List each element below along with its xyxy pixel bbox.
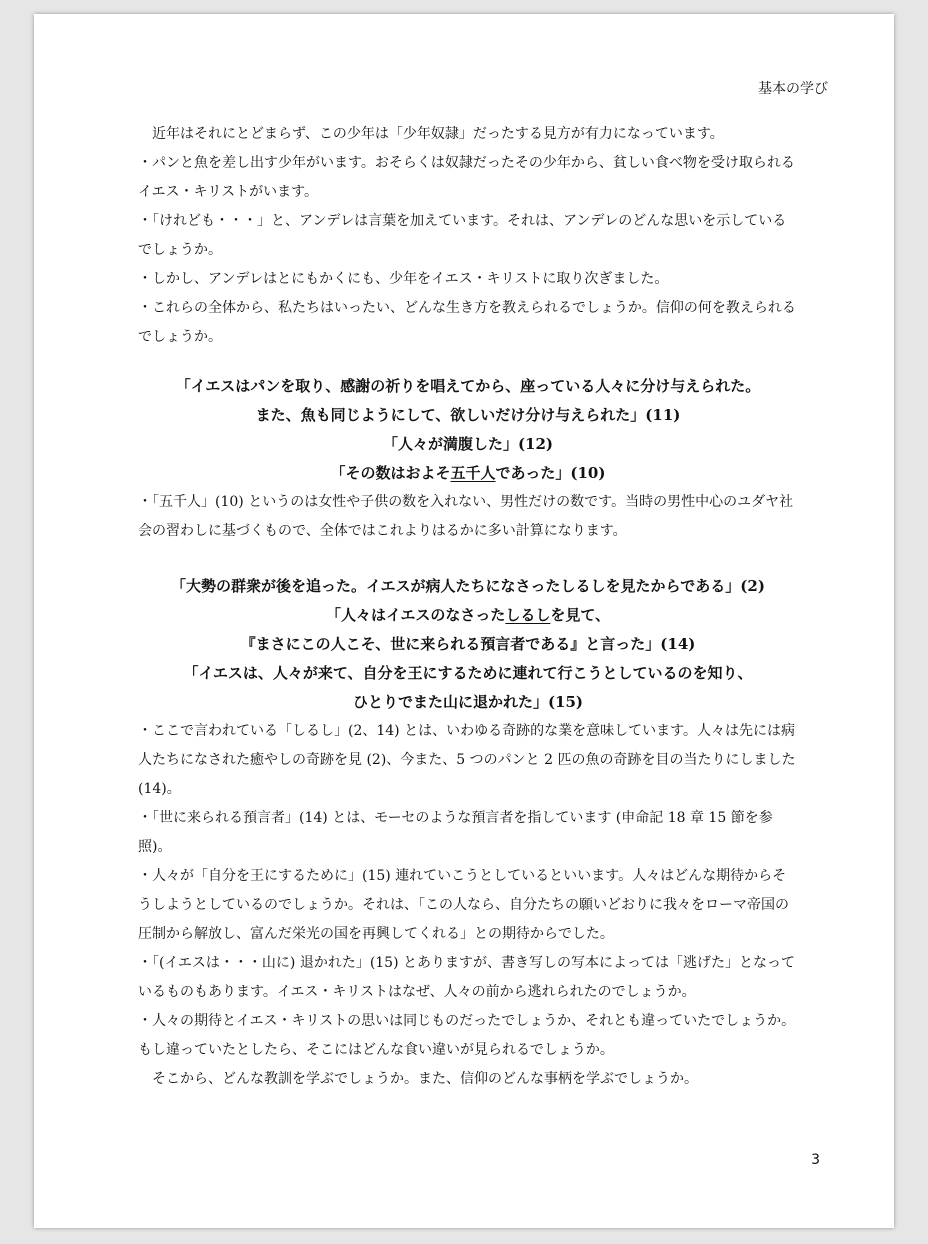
paragraph: 近年はそれにとどまらず、この少年は「少年奴隷」だったする見方が有力になっています。 xyxy=(152,126,724,142)
scripture-quote xyxy=(138,459,798,488)
document-page xyxy=(34,14,894,1228)
quote-text: であった」(10) xyxy=(495,464,606,482)
scripture-quote: 『まさにこの人こそ、世に来られる預言者である』と言った」(14) xyxy=(240,635,696,653)
paragraph: ・人々が「自分を王にするために」(15) 連れていこうとしているといいます。人々はどんな期待からそうしようとしているのでしょうか。それは、「この人なら、自分たちの願いどおりに我々をローマ帝国の圧制から解放し、富んだ栄光の国を再興してくれる」との期待からでした。 xyxy=(138,868,789,942)
quote-text: 「人々はイエスのなさった xyxy=(325,606,506,624)
scripture-quote: 「大勢の群衆が後を追った。イエスが病人たちになさったしるしを見たからである」(2) xyxy=(171,577,765,595)
paragraph: そこから、どんな教訓を学ぶでしょうか。また、信仰のどんな事柄を学ぶでしょうか。 xyxy=(152,1071,698,1087)
scripture-quote: 「イエスは、人々が来て、自分を王にするために連れて行こうとしているのを知り、 xyxy=(183,664,753,682)
paragraph: ・しかし、アンデレはとにもかくにも、少年をイエス・キリストに取り次ぎました。 xyxy=(138,271,669,287)
paragraph: ・パンと魚を差し出す少年がいます。おそらくは奴隷だったその少年から、貧しい食べ物を受け取られるイエス・キリストがいます。 xyxy=(138,155,795,200)
running-header: 基本の学び xyxy=(758,81,828,97)
scripture-quote: 「人々が満腹した」(12) xyxy=(382,435,554,453)
paragraph: ・「けれども・・・」と、アンデレは言葉を加えています。それは、アンデレのどんな思いを示しているでしょうか。 xyxy=(138,213,787,258)
underlined-text: 五千人 xyxy=(450,464,496,482)
scripture-quote: 「イエスはパンを取り、感謝の祈りを唱えてから、座っている人々に分け与えられた。 xyxy=(175,377,761,395)
paragraph: ・人々の期待とイエス・キリストの思いは同じものだったでしょうか、それとも違っていたでしょうか。もし違っていたとしたら、そこにはどんな食い違いが見られるでしょうか。 xyxy=(138,1013,796,1058)
scripture-quote: ひとりでまた山に退かれた」(15) xyxy=(352,693,584,711)
paragraph: ・「世に来られる預言者」(14) とは、モーセのような預言者を指しています (申命記 18 章 15 節を参照)。 xyxy=(138,810,773,855)
scripture-quote xyxy=(138,601,798,630)
paragraph: ・ここで言われている「しるし」(2、14) とは、いわゆる奇跡的な業を意味しています。人々は先には病人たちになされた癒やしの奇跡を見 (2)、今また、5 つのパンと 2 匹の魚の奇跡を目の当たりにしました (14)。 xyxy=(138,723,796,797)
underlined-text: しるし xyxy=(505,606,551,624)
page-body xyxy=(138,120,798,1094)
paragraph: ・「五千人」(10) というのは女性や子供の数を入れない、男性だけの数です。当時の男性中心のユダヤ社会の習わしに基づくもので、全体ではこれよりはるかに多い計算になります。 xyxy=(138,494,794,539)
paragraph: ・「(イエスは・・・山に) 退かれた」(15) とありますが、書き写しの写本によっては「逃げた」となっているものもあります。イエス・キリストはなぜ、人々の前から逃れられたのでしょうか。 xyxy=(138,955,795,1000)
paragraph: ・これらの全体から、私たちはいったい、どんな生き方を教えられるでしょうか。信仰の何を教えられるでしょうか。 xyxy=(138,300,796,345)
quote-text: 「その数はおよそ xyxy=(330,464,451,482)
page-number: 3 xyxy=(811,1152,820,1168)
quote-text: を見て、 xyxy=(550,606,611,624)
scripture-quote: また、魚も同じようにして、欲しいだけ分け与えられた」(11) xyxy=(255,406,681,424)
